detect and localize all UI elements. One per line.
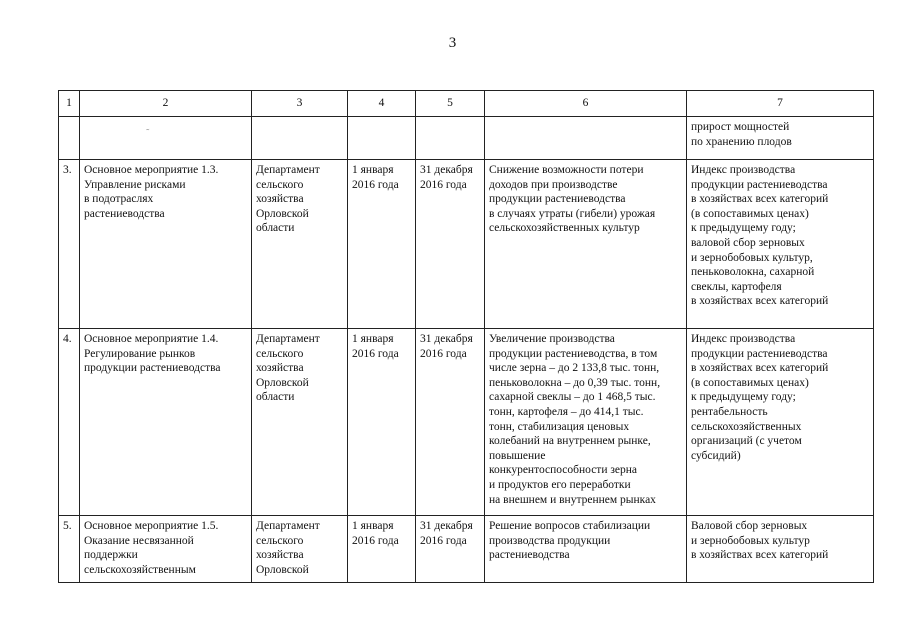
executor: Департамент сельского хозяйства Орловской области	[252, 160, 348, 329]
table-row	[59, 516, 874, 583]
row-number: 4.	[59, 329, 80, 516]
executor	[252, 117, 348, 160]
measure-name: Основное мероприятие 1.3. Управление рисками в подотраслях растениеводства	[80, 160, 252, 329]
executor: Департамент сельского хозяйства Орловской области	[252, 329, 348, 516]
measures-table	[58, 90, 874, 583]
table-row	[59, 160, 874, 329]
column-header-3: 3	[252, 91, 348, 117]
expected-result: Решение вопросов стабилизации производства продукции растениеводства	[485, 516, 687, 583]
executor: Департамент сельского хозяйства Орловской	[252, 516, 348, 583]
page-number: 3	[448, 35, 457, 51]
stray-mark: ˜	[146, 128, 150, 139]
indicator: Индекс производства продукции растениеводства в хозяйствах всех категорий (в сопоставимых ценах) к предыдущему году; валовой сбор зерновых и зернобобовых культур, пеньковолокна, сахарной свеклы, картофеля в хозяйствах всех категорий	[687, 160, 874, 329]
row-number: 5.	[59, 516, 80, 583]
row-number: 3.	[59, 160, 80, 329]
column-header-7: 7	[687, 91, 874, 117]
end-date: 31 декабря 2016 года	[416, 160, 485, 329]
end-date: 31 декабря 2016 года	[416, 329, 485, 516]
expected-result: Снижение возможности потери доходов при производстве продукции растениеводства в случаях утраты (гибели) урожая сельскохозяйственных культур	[485, 160, 687, 329]
expected-result	[485, 117, 687, 160]
indicator: прирост мощностей по хранению плодов	[687, 117, 874, 160]
measure-name	[80, 117, 252, 160]
start-date	[348, 117, 416, 160]
expected-result: Увеличение производства продукции растениеводства, в том числе зерна – до 2 133,8 тыс. тонн, пеньковолокна – до 0,39 тыс. тонн, сахарной свеклы – до 1 468,5 тыс. тонн, картофеля – до 414,1 тыс. тонн, стабилизация ценовых колебаний на внутреннем рынке, повышение конкурентоспособности зерна и продуктов его переработки на внешнем и внутреннем рынках	[485, 329, 687, 516]
column-header-6: 6	[485, 91, 687, 117]
start-date: 1 января 2016 года	[348, 329, 416, 516]
table-row	[59, 329, 874, 516]
row-number	[59, 117, 80, 160]
indicator: Индекс производства продукции растениеводства в хозяйствах всех категорий (в сопоставимых ценах) к предыдущему году; рентабельность сельскохозяйственных организаций (с учетом субсидий)	[687, 329, 874, 516]
column-header-1: 1	[59, 91, 80, 117]
table-row	[59, 117, 874, 160]
column-header-5: 5	[416, 91, 485, 117]
column-header-2: 2	[80, 91, 252, 117]
end-date: 31 декабря 2016 года	[416, 516, 485, 583]
measure-name: Основное мероприятие 1.4. Регулирование рынков продукции растениеводства	[80, 329, 252, 516]
start-date: 1 января 2016 года	[348, 516, 416, 583]
table-header-row	[59, 91, 874, 117]
start-date: 1 января 2016 года	[348, 160, 416, 329]
column-header-4: 4	[348, 91, 416, 117]
measure-name: Основное мероприятие 1.5. Оказание несвязанной поддержки сельскохозяйственным	[80, 516, 252, 583]
indicator: Валовой сбор зерновых и зернобобовых культур в хозяйствах всех категорий	[687, 516, 874, 583]
end-date	[416, 117, 485, 160]
